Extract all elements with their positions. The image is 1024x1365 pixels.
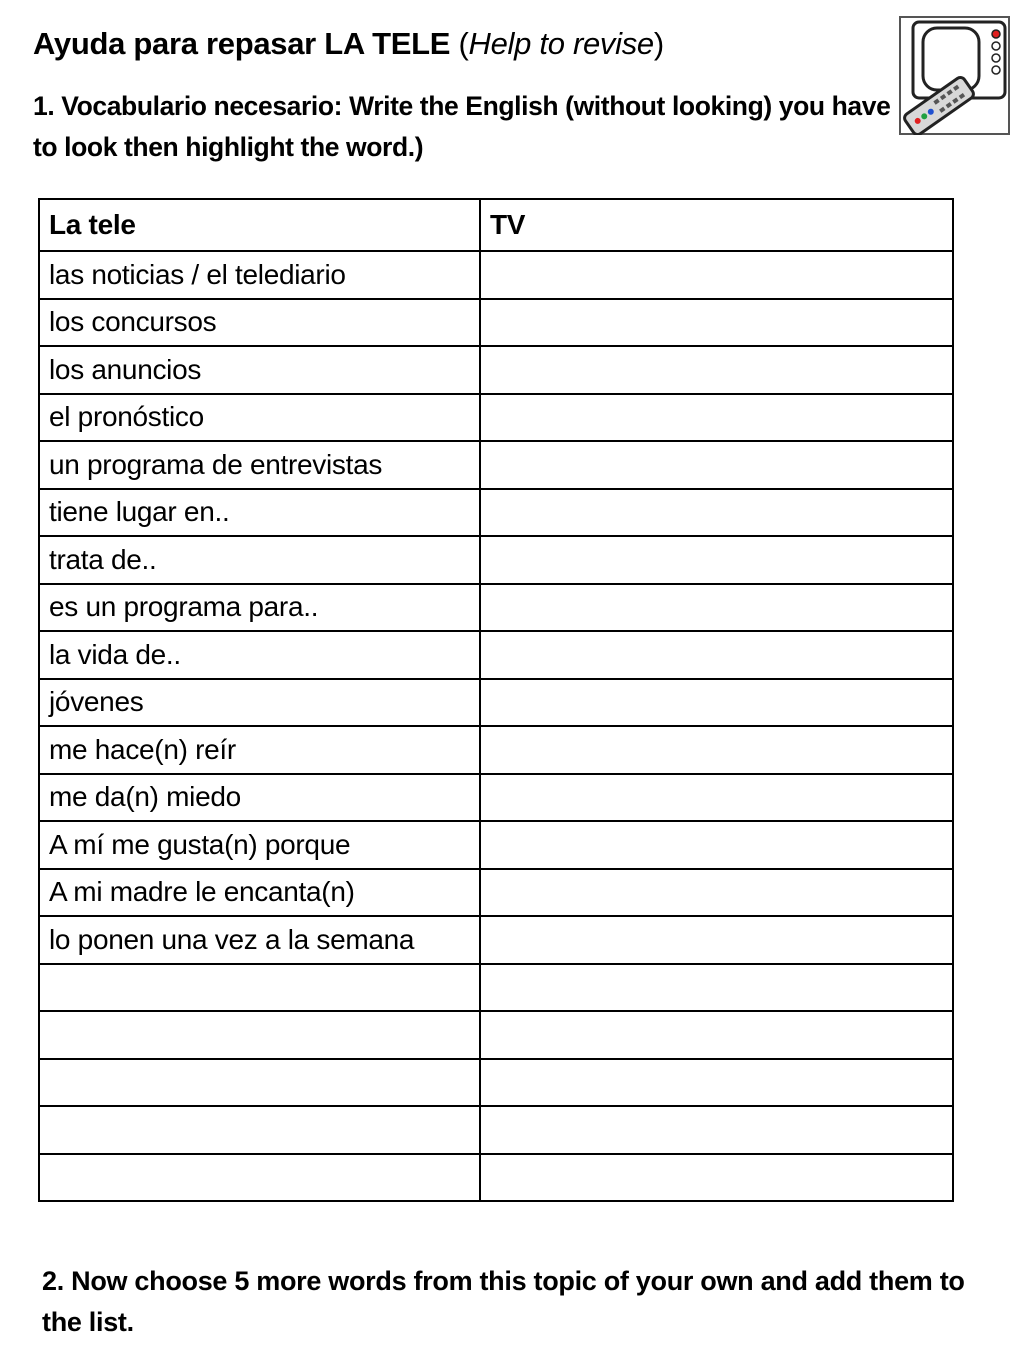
table-row [39,251,953,299]
table-row [39,394,953,442]
header-cell-spanish: La tele [39,199,480,251]
english-answer-cell[interactable] [480,1011,953,1059]
english-answer-cell[interactable] [480,346,953,394]
page-title [33,26,664,62]
english-answer-cell[interactable] [480,394,953,442]
english-answer-cell[interactable] [480,631,953,679]
english-answer-cell[interactable] [480,964,953,1012]
spanish-term-cell: los anuncios [39,346,480,394]
spanish-term-cell: la vida de.. [39,631,480,679]
spanish-term-cell: lo ponen una vez a la semana [39,916,480,964]
english-answer-cell[interactable] [480,489,953,537]
table-row [39,916,953,964]
instruction-text: 1. Vocabulario necesario: Write the English (without looking) you have to look then highlight the word.) [33,91,891,162]
title-subtitle: Help to revise [468,26,654,61]
table-row [39,631,953,679]
english-answer-cell[interactable] [480,1106,953,1154]
english-answer-cell[interactable] [480,679,953,727]
table-row [39,536,953,584]
spanish-term-cell [39,1154,480,1202]
title-paren-close: ) [653,26,664,61]
table-row [39,821,953,869]
title-paren-open: ( [458,26,469,61]
spanish-term-cell: es un programa para.. [39,584,480,632]
english-answer-cell[interactable] [480,774,953,822]
spanish-term-cell: me da(n) miedo [39,774,480,822]
table-row [39,1011,953,1059]
table-row [39,1106,953,1154]
spanish-term-cell [39,964,480,1012]
title-main: Ayuda para repasar LA TELE [33,26,451,61]
spanish-term-cell: las noticias / el telediario [39,251,480,299]
table-row [39,441,953,489]
english-answer-cell[interactable] [480,1059,953,1107]
table-row [39,1059,953,1107]
english-answer-cell[interactable] [480,1154,953,1202]
english-answer-cell[interactable] [480,726,953,774]
table-row [39,964,953,1012]
table-row [39,726,953,774]
table-row [39,346,953,394]
spanish-term-cell: tiene lugar en.. [39,489,480,537]
spanish-term-cell [39,1106,480,1154]
spanish-term-cell: jóvenes [39,679,480,727]
spanish-term-cell: me hace(n) reír [39,726,480,774]
table-row [39,1154,953,1202]
english-answer-cell[interactable] [480,441,953,489]
spanish-term-cell: A mí me gusta(n) porque [39,821,480,869]
spanish-term-cell [39,1011,480,1059]
english-answer-cell[interactable] [480,821,953,869]
english-answer-cell[interactable] [480,536,953,584]
english-answer-cell[interactable] [480,584,953,632]
english-answer-cell[interactable] [480,916,953,964]
table-row [39,584,953,632]
english-answer-cell[interactable] [480,869,953,917]
spanish-term-cell: A mi madre le encanta(n) [39,869,480,917]
table-row [39,489,953,537]
english-answer-cell[interactable] [480,251,953,299]
table-row [39,774,953,822]
spanish-term-cell: el pronóstico [39,394,480,442]
header-cell-english: TV [480,199,953,251]
spanish-term-cell: los concursos [39,299,480,347]
table-row [39,679,953,727]
table-row [39,869,953,917]
spanish-term-cell: un programa de entrevistas [39,441,480,489]
vocabulary-table [38,198,954,1202]
task-two-text: 2. Now choose 5 more words from this topic of your own and add them to the list. [42,1266,965,1337]
table-header-row [39,199,953,251]
english-answer-cell[interactable] [480,299,953,347]
tv-remote-icon [899,16,1010,135]
spanish-term-cell: trata de.. [39,536,480,584]
spanish-term-cell [39,1059,480,1107]
table-row [39,299,953,347]
